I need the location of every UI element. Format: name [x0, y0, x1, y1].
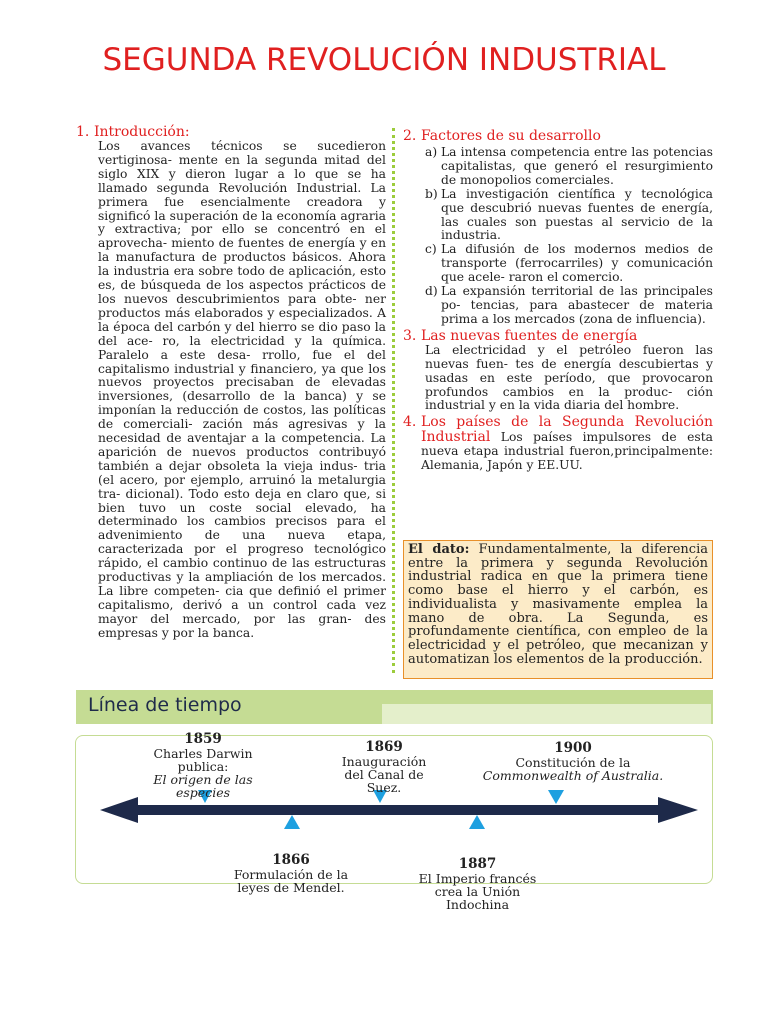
section-title: Los países de la Segunda Revolución Industrial	[421, 414, 713, 446]
event-text: Inauguración	[341, 754, 427, 769]
event-text: del Canal de	[344, 767, 424, 782]
event-text: crea la Unión	[434, 884, 521, 899]
timeline-event-1859	[138, 731, 268, 800]
timeline-arrow	[100, 797, 698, 823]
section-title: Las nuevas fuentes de energía	[421, 327, 638, 344]
item-letter: b)	[425, 186, 438, 201]
event-italic: El origen de las especies	[153, 772, 253, 800]
event-year: 1859	[184, 731, 222, 747]
event-text: publica:	[177, 759, 229, 774]
item-text: La investigación científica y tecnológica que descubrió nuevas fuentes de energía, las cuales son puestas al servicio de la industria.	[441, 186, 713, 243]
event-title	[138, 772, 268, 800]
section-title: Introducción:	[94, 124, 190, 140]
item-text: La expansión territorial de las principales po- tencias, para abastecer de materia prima a los mercados (zona de influencia).	[441, 284, 713, 326]
event-year: 1900	[554, 740, 592, 756]
dato-text: Fundamentalmente, la diferencia entre la primera y segunda Revolución industrial radica en que la primera tiene como base el hierro y el carbón, es individualista y masivamente emplea la mano de obra. La Segunda, es profundamente científica, con empleo de la electricidad y el petróleo, que mecanizan y automatizan los elementos de la producción.	[408, 542, 708, 667]
dato-label: El dato:	[408, 542, 470, 557]
event-text: Suez.	[366, 780, 402, 795]
item-letter: a)	[425, 145, 438, 159]
timeline-event-1900	[463, 741, 683, 782]
section-number: 2.	[403, 128, 417, 144]
intro-text: Los avances técnicos se sucedieron vertiginosa- mente en la segunda mitad del siglo XIX y dieron lugar a lo que se ha llamado segunda Revolución Industrial. La primera fue esencialmente creadora y significó la superación de la economía agraria y extractiva; por ello se concentró en el aprovecha- miento de fuentes de energía y en la manufactura de productos básicos. Ahora la industria era sobre todo de aplicación, esto es, de búsqueda de los aspectos prácticos de los nuevos descubrimientos para obte- ner productos más elaborados y especializados. A la época del carbón y del hierro se dio paso la del ace- ro, la electricidad y la química. Paralelo a este desa- rrollo, fue el del capitalismo industrial y financiero, ya que los nuevos proyectos precisaban de elevadas inversiones, (desarrollo de la banca) y se imponían la reducción de costos, las políticas de comerciali- zación más agresivas y la necesidad de aventajar a la competencia. La aparición de nuevos productos contribuyó también a dejar obsoleta la vieja indus- tria (el acero, por ejemplo, arruinó la metalurgia tra- dicional). Todo esto deja en claro que, si bien tuvo un coste social elevado, ha determinado los cambios precisos para el advenimiento de una nueva etapa, caracterizada por el progreso tecnológico rápido, el cambio continuo de las estructuras productivas y la ampliación de los mercados. La libre competen- cia que definió el primer capitalismo, derivó a un control cada vez mayor del mercado, por las gran- des empresas y por la banca.	[98, 139, 386, 640]
event-text: Indochina	[445, 897, 510, 912]
section-number: 4.	[403, 414, 417, 431]
item-text: La difusión de los modernos medios de transporte (ferrocarriles) y comunicación que acele- raron el comercio.	[441, 242, 713, 285]
item-text: La intensa competencia entre las potencias capitalistas, que generó el resurgimiento de monopolios comerciales.	[441, 145, 713, 187]
event-text: Constitución de la	[515, 755, 631, 770]
timeline-title: Línea de tiempo	[88, 694, 242, 716]
timeline-event-1869	[324, 740, 444, 794]
page-title: SEGUNDA REVOLUCIÓN INDUSTRIAL	[102, 42, 666, 78]
marker-1887-icon	[469, 815, 485, 829]
marker-1866-icon	[284, 815, 300, 829]
paises-text: Los países impulsores de esta nueva etapa industrial fueron,principalmente: Alemania, Japón y EE.UU.	[421, 430, 713, 473]
marker-1900-icon	[548, 790, 564, 804]
timeline-event-1887	[405, 857, 550, 911]
event-text: El Imperio francés	[418, 871, 537, 886]
item-letter: d)	[425, 284, 438, 299]
event-text: Formulación de la	[233, 867, 349, 882]
event-italic: Commonwealth of Australia.	[482, 768, 664, 783]
event-text: leyes de Mendel.	[237, 880, 345, 895]
section-title: Factores de su desarrollo	[421, 128, 601, 144]
event-text: Charles Darwin	[153, 746, 253, 761]
timeline-event-1866	[220, 853, 362, 894]
item-letter: c)	[425, 242, 437, 257]
section-number: 3.	[403, 327, 417, 344]
event-year: 1866	[272, 852, 310, 868]
event-year: 1869	[365, 739, 403, 755]
event-year: 1887	[458, 856, 497, 872]
fuentes-text: La electricidad y el petróleo fueron las nuevas fuen- tes de energía descubiertas y usadas en este período, que provocaron profundos cambios en la produc- ción industrial y en la vida diaria del hombre.	[425, 342, 713, 413]
section-number: 1.	[76, 124, 90, 140]
